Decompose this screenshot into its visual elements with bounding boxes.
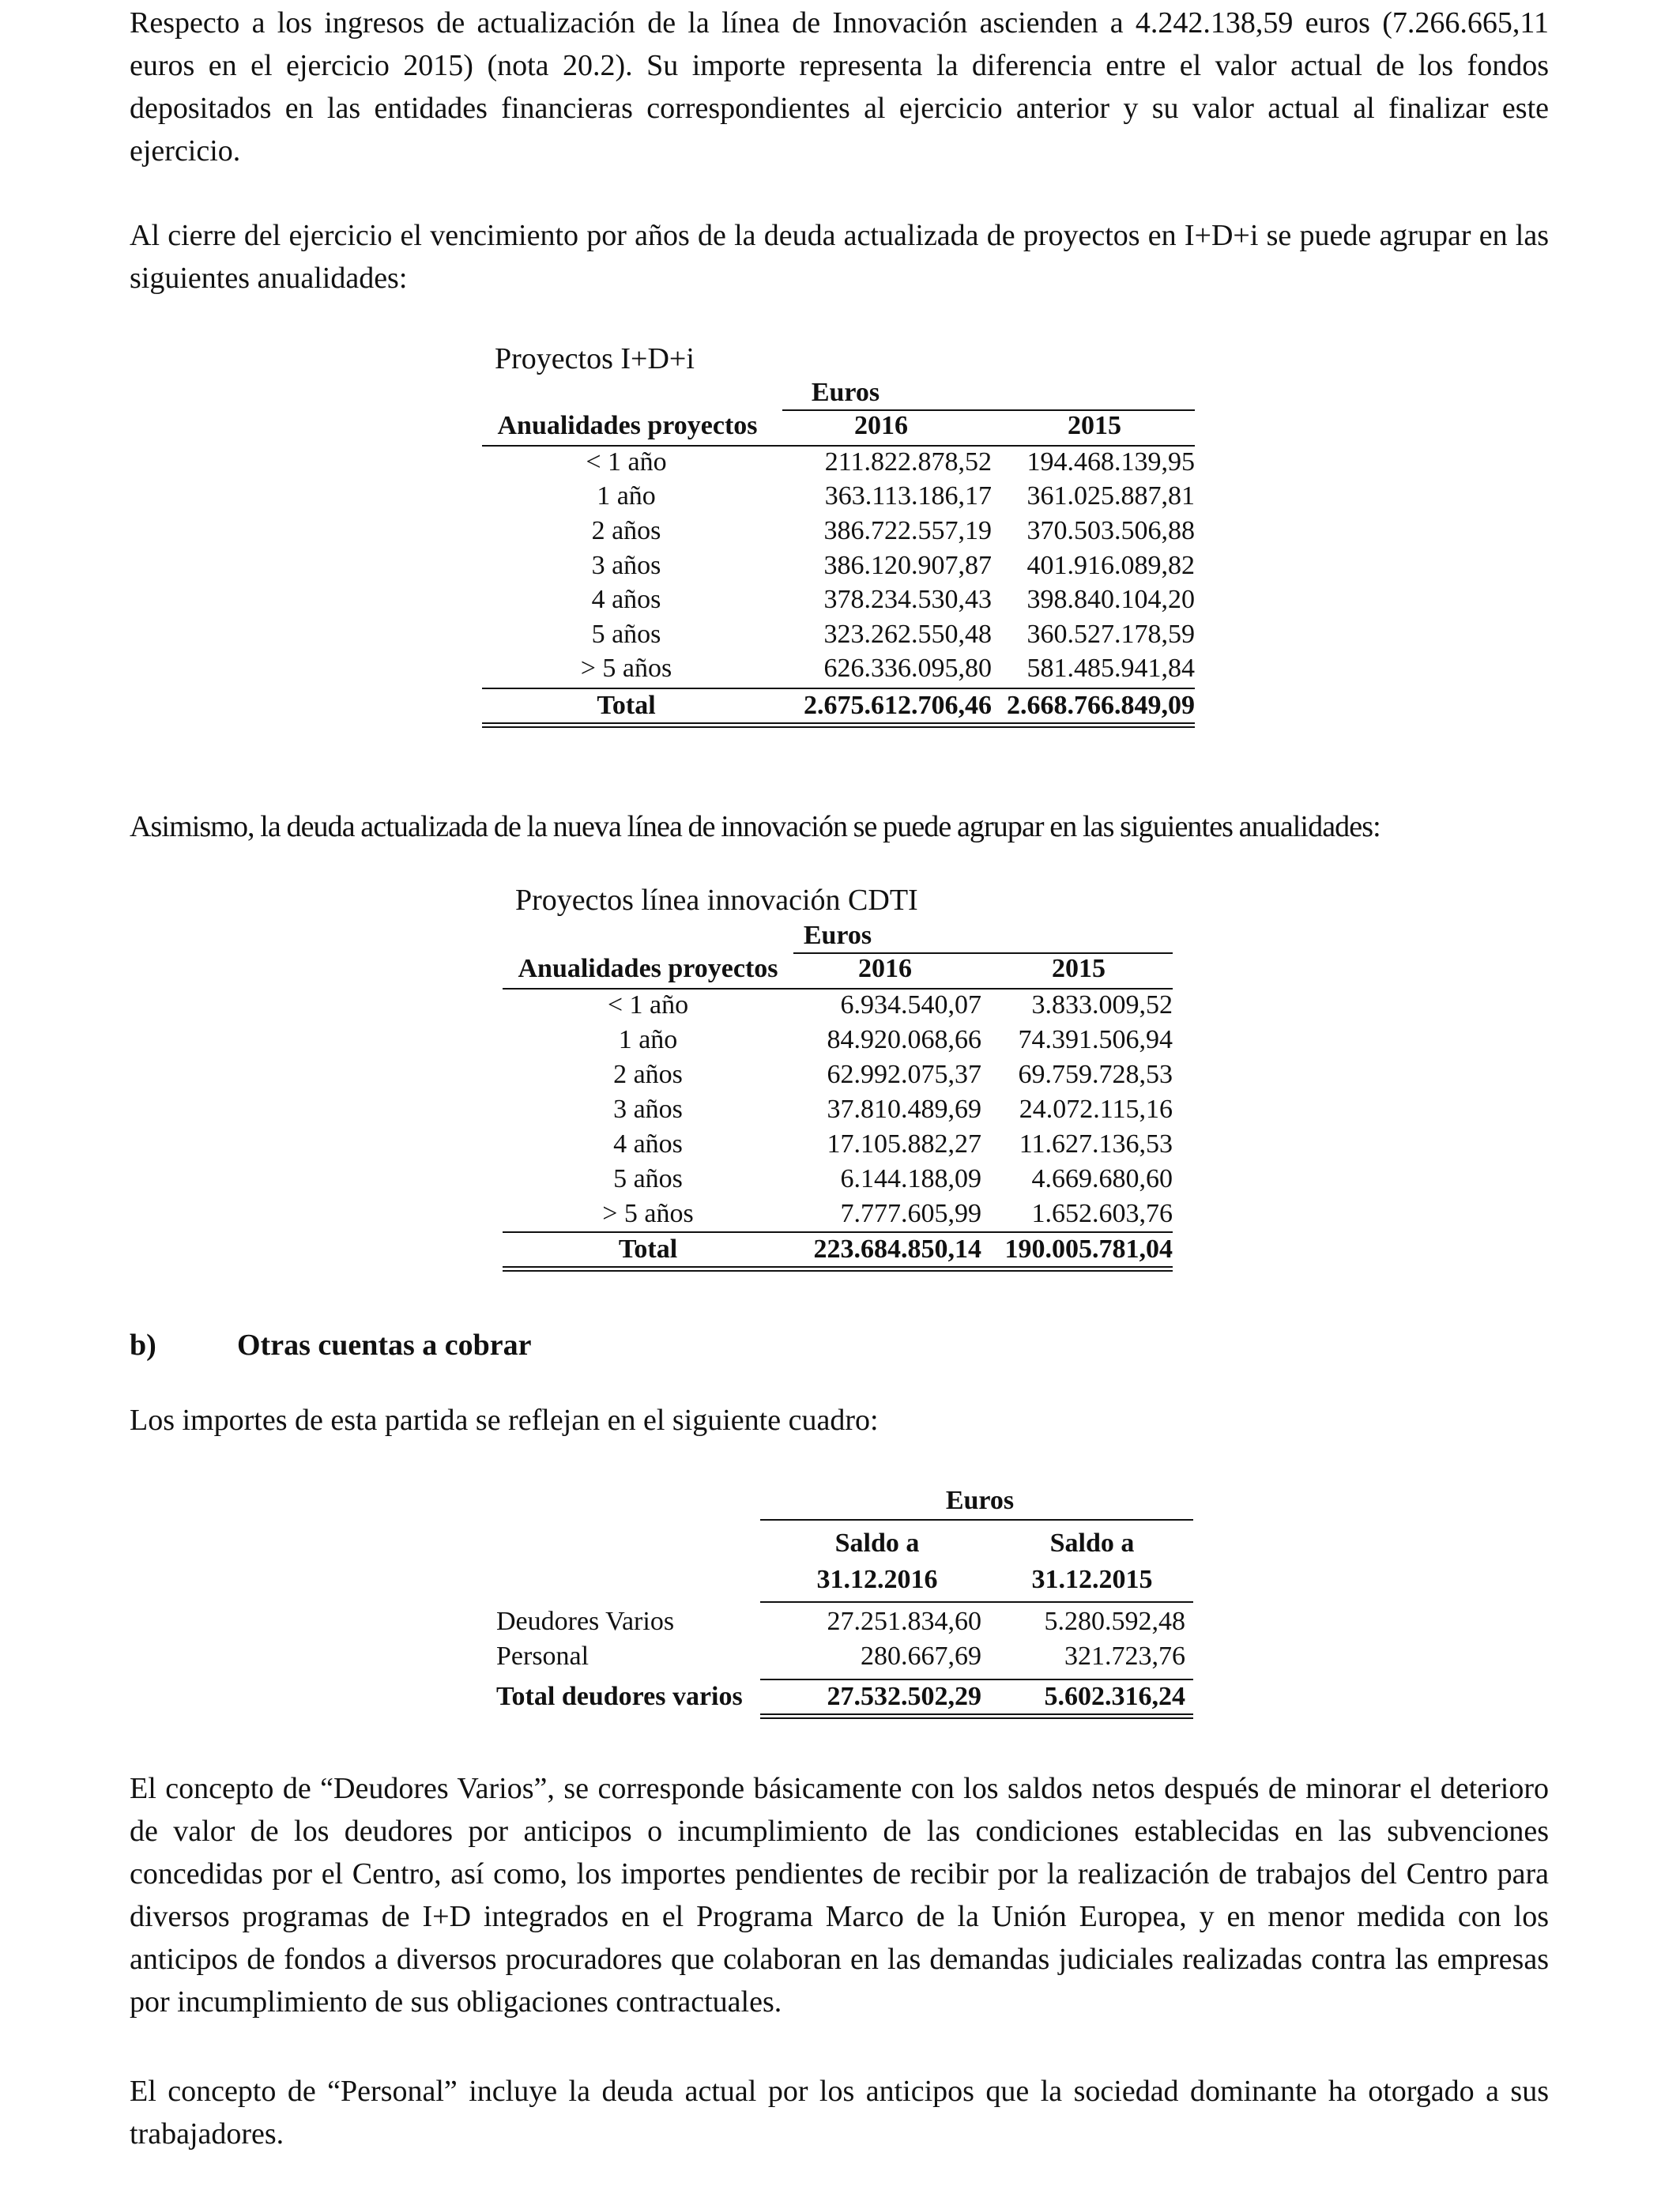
table-row [496, 1639, 1193, 1674]
value-2015: 370.503.506,88 [1026, 515, 1195, 545]
row-label: Deudores Varios [496, 1607, 675, 1636]
value-2016: 378.234.530,43 [823, 585, 992, 615]
paragraph-nueva-linea: Asimismo, la deuda actualizada de la nueva línea de innovación se puede agrupar en las siguientes anualidades: [130, 810, 1381, 843]
total-label: Total [597, 691, 656, 720]
table-row [503, 1057, 1173, 1092]
table2-title: Proyectos línea innovación CDTI [515, 884, 918, 917]
table1-col-label: Anualidades proyectos [497, 411, 758, 440]
value-2016: 7.777.605,99 [840, 1199, 981, 1228]
table-row [482, 514, 1195, 548]
value-2015: 74.391.506,94 [1018, 1025, 1173, 1054]
table2-total [503, 1233, 1173, 1266]
section-title: Otras cuentas a cobrar [237, 1329, 532, 1362]
row-label: 3 años [591, 550, 661, 580]
value-2015: 360.527.178,59 [1026, 619, 1195, 649]
table3-double-rule [760, 1713, 1193, 1719]
value-2016: 84.920.068,66 [827, 1025, 981, 1054]
paragraph-ingresos-actualizacion: Respecto a los ingresos de actualización de la línea de Innovación ascienden a 4.242.138,59 euros (7.266.665,11 euros en el ejercicio 2015) (nota 20.2). Su importe representa la diferencia entre el valor actual de los fondos depositados en las entidades financieras correspondientes al ejercicio anterior y su valor actual al finalizar este ejercicio. [130, 6, 1549, 168]
value-2016: 363.113.186,17 [824, 481, 992, 511]
total-label: Total deudores varios [496, 1682, 743, 1711]
table-row [503, 988, 1173, 1023]
table3-col-2016 [790, 1525, 964, 1598]
table3-body [496, 1604, 1193, 1674]
table-row [503, 1023, 1173, 1057]
table-row [482, 652, 1195, 687]
table2-body [503, 988, 1173, 1231]
table3-total [496, 1680, 1193, 1713]
row-label: < 1 año [586, 447, 667, 477]
table2-currency-header: Euros [803, 921, 872, 950]
value-2015: 398.840.104,20 [1026, 585, 1195, 615]
row-label: 1 año [618, 1025, 678, 1054]
row-label: 4 años [613, 1129, 683, 1159]
total-2016: 223.684.850,14 [813, 1235, 981, 1264]
section-letter: b) [130, 1329, 156, 1362]
table2-col-2016: 2016 [858, 954, 912, 983]
value-2016: 62.992.075,37 [827, 1060, 981, 1089]
table-row [503, 1197, 1173, 1231]
table3-col-2015-line1: Saldo a [1049, 1529, 1135, 1558]
table1-col-2015: 2015 [1068, 411, 1121, 440]
table2-double-rule [503, 1266, 1173, 1272]
total-label: Total [618, 1235, 678, 1264]
row-label: > 5 años [580, 654, 672, 684]
paragraph-deudores-varios: El concepto de “Deudores Varios”, se corresponde básicamente con los saldos netos después de minorar el deterioro de valor de los deudores por anticipos o incumplimiento de las condiciones establecidas en las subvenciones concedidas por el Centro, así como, los importes pendientes de recibir por la realización de trabajos del Centro para diversos programas de I+D integrados en el Programa Marco de la Unión Europea, y en menor medida con los anticipos de fondos a diversos procuradores que colaboran en las demandas judiciales realizadas contra las empresas por incumplimiento de sus obligaciones contractuales. [130, 1772, 1549, 2019]
row-label: 5 años [591, 619, 661, 649]
value-2015: 194.468.139,95 [1026, 447, 1195, 477]
table-row [503, 1127, 1173, 1162]
total-2015: 2.668.766.849,09 [1007, 691, 1195, 720]
value-2016: 6.934.540,07 [840, 990, 981, 1020]
value-2016: 17.105.882,27 [827, 1129, 981, 1159]
value-2016: 6.144.188,09 [840, 1164, 981, 1193]
value-2016: 626.336.095,80 [823, 654, 992, 684]
row-label: Personal [496, 1642, 590, 1671]
table-row [482, 445, 1195, 480]
value-2015: 321.723,76 [1064, 1642, 1185, 1671]
total-2015: 5.602.316,24 [1044, 1682, 1185, 1711]
value-2015: 3.833.009,52 [1031, 990, 1173, 1020]
table1-currency-header: Euros [811, 378, 880, 407]
table3-col-2015-line2: 31.12.2015 [1031, 1565, 1153, 1594]
table3-currency-header: Euros [945, 1486, 1015, 1515]
total-row [496, 1680, 1193, 1713]
value-2015: 5.280.592,48 [1044, 1607, 1185, 1636]
total-2016: 27.532.502,29 [827, 1682, 981, 1711]
table3-currency-rule [760, 1519, 1193, 1521]
row-label: < 1 año [607, 990, 689, 1020]
row-label: 5 años [613, 1164, 683, 1193]
row-label: 3 años [613, 1095, 683, 1124]
table-row [482, 548, 1195, 583]
value-2016: 27.251.834,60 [827, 1607, 981, 1636]
table1-double-rule [482, 722, 1195, 728]
total-row [503, 1233, 1173, 1266]
value-2016: 386.120.907,87 [823, 550, 992, 580]
table3-col-2015 [1005, 1525, 1179, 1598]
row-label: 4 años [591, 585, 661, 615]
total-row [482, 689, 1195, 722]
table3-col-2016-line1: Saldo a [834, 1529, 920, 1558]
table1-title: Proyectos I+D+i [495, 342, 695, 375]
table-row [482, 480, 1195, 515]
value-2015: 361.025.887,81 [1026, 481, 1195, 511]
total-2016: 2.675.612.706,46 [804, 691, 992, 720]
value-2015: 4.669.680,60 [1031, 1164, 1173, 1193]
table-row [482, 582, 1195, 617]
table3-col-2016-line2: 31.12.2016 [816, 1565, 938, 1594]
value-2016: 37.810.489,69 [827, 1095, 981, 1124]
row-label: 2 años [591, 515, 661, 545]
table1-col-2016: 2016 [854, 411, 908, 440]
table-row [503, 1162, 1173, 1197]
value-2015: 581.485.941,84 [1026, 654, 1195, 684]
paragraph-importes: Los importes de esta partida se reflejan en el siguiente cuadro: [130, 1404, 879, 1437]
row-label: 2 años [613, 1060, 683, 1089]
table2-col-label: Anualidades proyectos [518, 954, 778, 983]
value-2015: 69.759.728,53 [1018, 1060, 1173, 1089]
table-row [482, 617, 1195, 652]
value-2016: 323.262.550,48 [823, 619, 992, 649]
value-2015: 24.072.115,16 [1019, 1095, 1173, 1124]
table-row [496, 1604, 1193, 1639]
row-label: 1 año [597, 481, 656, 511]
value-2016: 386.722.557,19 [823, 515, 992, 545]
value-2016: 211.822.878,52 [824, 447, 992, 477]
value-2015: 401.916.089,82 [1026, 550, 1195, 580]
table-row [503, 1092, 1173, 1127]
value-2015: 1.652.603,76 [1031, 1199, 1173, 1228]
table2-col-2015: 2015 [1052, 954, 1106, 983]
table1-total [482, 689, 1195, 722]
row-label: > 5 años [602, 1199, 694, 1228]
value-2016: 280.667,69 [861, 1642, 981, 1671]
table1-body [482, 445, 1195, 686]
table3-header-rule [760, 1601, 1193, 1603]
paragraph-personal: El concepto de “Personal” incluye la deuda actual por los anticipos que la sociedad dominante ha otorgado a sus trabajadores. [130, 2075, 1549, 2151]
total-2015: 190.005.781,04 [1004, 1235, 1173, 1264]
paragraph-vencimiento: Al cierre del ejercicio el vencimiento por años de la deuda actualizada de proyectos en I+D+i se puede agrupar en las siguientes anualidades: [130, 219, 1549, 295]
value-2015: 11.627.136,53 [1019, 1129, 1173, 1159]
